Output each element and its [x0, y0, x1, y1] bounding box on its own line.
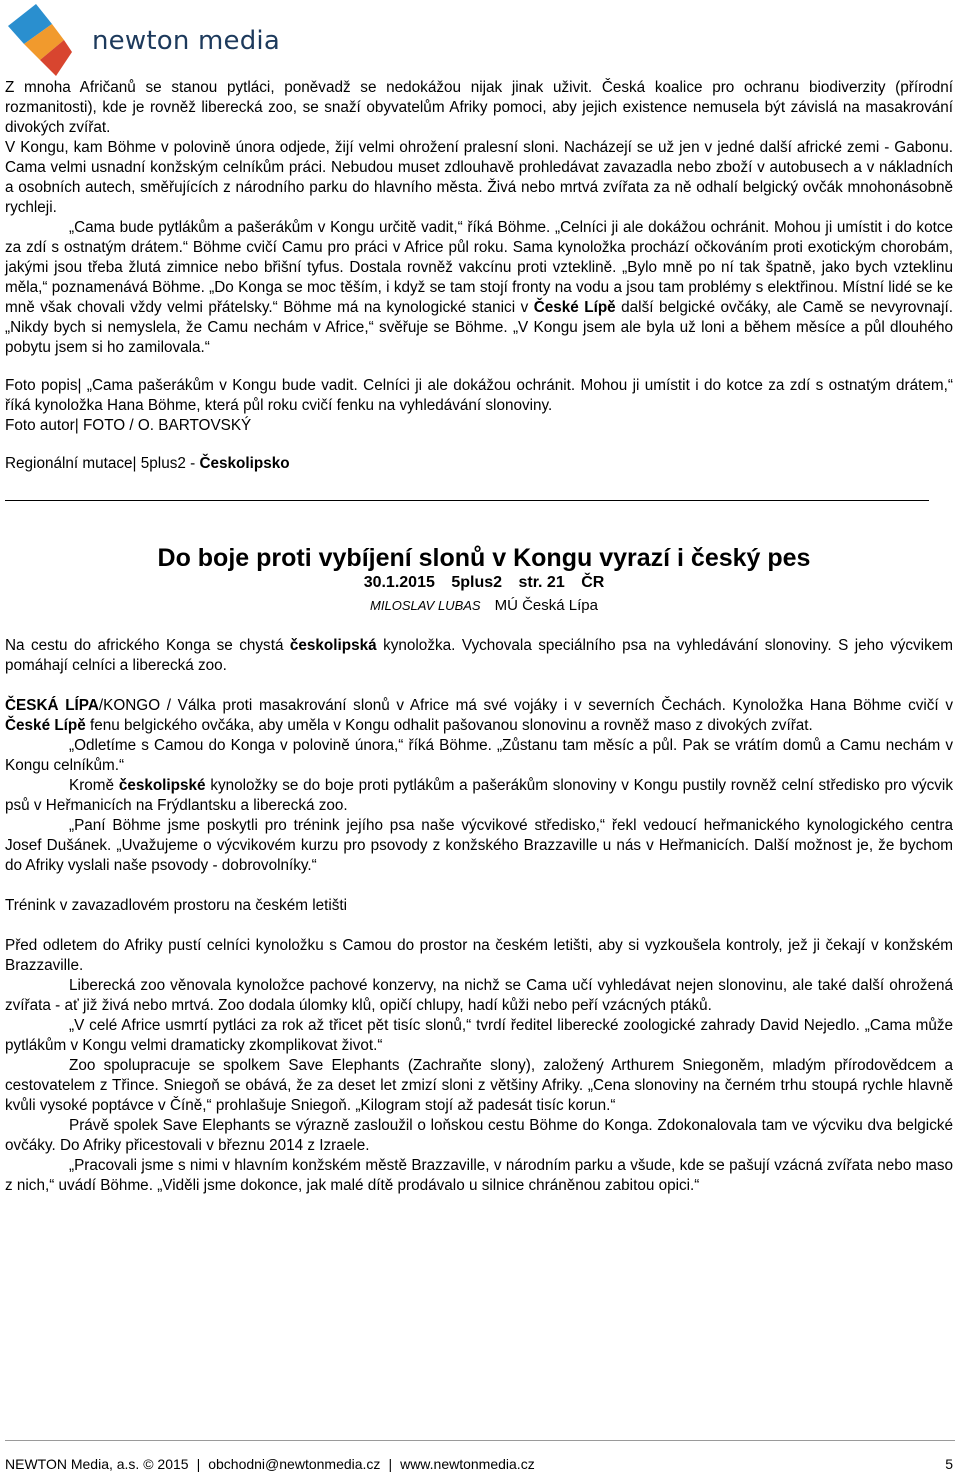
logo-wordmark: newton media: [92, 26, 280, 56]
photo-author: Foto autor| FOTO / O. BARTOVSKÝ: [5, 417, 252, 434]
footer-company: NEWTON Media, a.s. © 2015: [5, 1456, 189, 1472]
intro-paragraph-1: Z mnoha Afričanů se stanou pytláci, poněvadž se nedokážou nijak jinak uživit. Česká koalice pro ochranu biodiverzity (přírodní rozmanitosti), kde je rovněž liberecká zoo, se snaží obyvatelům Afriky pomoci, aby jejich existence nemusela být závislá na masakrování divokých zvířat.: [5, 79, 953, 136]
article-meta: [5, 573, 953, 593]
article-paragraph-3: Kromě českolipské kynoložky se do boje proti pytlákům a pašerákům slonoviny v Kongu pustily rovněž celní středisko pro výcvik psů v Heřmanicích na Frýdlantsku a liberecká zoo.: [5, 777, 953, 814]
page-number: 5: [945, 1456, 953, 1472]
article-paragraph-2: „Odletíme s Camou do Konga v polovině února,“ říká Böhme. „Zůstanu tam měsíc a půl. Pak se vrátím domů a Camu nechám v Kongu celníkům.“: [5, 737, 953, 774]
intro-paragraph-2: V Kongu, kam Böhme v polovině února odjede, žijí velmi ohrožení pralesní sloni. Nacházejí se už jen v jedné další africké zemi - Gabonu. Cama velmi usnadní konžským celníkům práci. Nebudou muset zdlouhavě prohledávat zavazadla nebo zboží v autobusech a v nákladních a osobních autech, směřujících z národního parku do hlavního města. Živá nebo mrtvá zvířata za ně odhalí belgický ovčák mnohonásobně rychleji.: [5, 139, 953, 216]
logo-mark-icon: [6, 4, 86, 78]
article-paragraph-5: Před odletem do Afriky pustí celníci kynoložku s Camou do prostor na českém letišti, aby si vyzkoušela kontroly, jež ji čekají v konžském Brazzaville.: [5, 937, 953, 974]
article-country: ČR: [581, 574, 605, 591]
article-subheading: Trénink v zavazadlovém prostoru na českém letišti: [5, 897, 348, 914]
article-paragraph-9: Právě spolek Save Elephants se výrazně zasloužil o loňskou cestu Böhme do Konga. Zdokonalovala tam ve výcviku dva belgické ovčáky. Do Afriky přicestovali v březnu 2014 z Izraele.: [5, 1117, 953, 1154]
article-author: MILOSLAV LUBAS: [370, 598, 481, 613]
intro-paragraph-3: „Cama bude pytlákům a pašerákům v Kongu určitě vadit,“ říká Böhme. „Celníci ji ale dokážou ochránit. Mohou ji umístit i do kotce za zdí s ostnatým drátem.“ Böhme cvičí Camu pro práci v Africe půl roku. Sama kynoložka prochází očkováním proti exotickým chorobám, jakými jsou třeba žlutá zimnice nebo břišní tyfus. Dostala rovněž vakcínu proti vzteklině. „Bylo mně po ní tak špatně, jako bych vzteklinu měla,“ poznamenává Böhme. „Do Konga se moc těším, i když se tam stojí fronty na vodu a jsou tam problémy s elektřinou. Místní lidé se ke mně však chovali vždy velmi přátelsky.“ Böhme má na kynologické stanici v České Lípě další belgické ovčáky, ale Camě se nevyrovnají. „Nikdy bych si nemyslela, že Camu nechám v Africe,“ svěřuje se Böhme. „V Kongu jsem ale byla už loni a během měsíce a půl dlouhého pobytu jsem si ho zamilovala.“: [5, 219, 953, 356]
page-footer: NEWTON Media, a.s. © 2015 | obchodni@newtonmedia.cz | www.newtonmedia.cz 5: [5, 1456, 953, 1472]
article-separator: [5, 500, 929, 501]
article-desk: MÚ Česká Lípa: [494, 597, 598, 614]
article-source: 5plus2: [451, 574, 503, 591]
article-lead: Na cestu do afrického Konga se chystá českolipská kynoložka. Vychovala speciálního psa na vyhledávání slonoviny. S jeho výcvikem pomáhají celníci a liberecká zoo.: [5, 637, 953, 674]
article-paragraph-7: „V celé Africe usmrtí pytláci za rok až třicet pět tisíc slonů,“ tvrdí ředitel liberecké zoologické zahrady David Nejedlo. „Cama může pytlákům v Kongu velmi dramaticky zkomplikovat život.“: [5, 1017, 953, 1054]
newton-media-logo: [6, 4, 280, 78]
footer-website[interactable]: www.newtonmedia.cz: [400, 1456, 535, 1472]
footer-divider: [5, 1440, 955, 1441]
article-page: str. 21: [518, 574, 565, 591]
article-paragraph-4: „Paní Böhme jsme poskytli pro trénink jejího psa naše výcvikové středisko,“ řekl vedoucí heřmanického kynologického centra Josef Dušánek. „Uvažujeme o výcvikovém kurzu pro psovody z konžského Brazzaville u nás v Heřmanicích. Další možnost je, že bychom do Afriky vyslali naše psovody - dobrovolníky.“: [5, 817, 953, 874]
article-paragraph-8: Zoo spolupracuje se spolkem Save Elephants (Zachraňte slony), založený Arthurem Sniegoněm, mladým přírodovědcem a cestovatelem z Třince. Sniegoň se obává, že za deset let zmizí sloni z většiny Afriky. „Cena slonoviny na černém trhu stoupá rychle hlavně kvůli vysoké poptávce v Číně,“ prohlašuje Sniegoň. „Kilogram stojí až padesát tisíc korun.“: [5, 1057, 953, 1114]
footer-email[interactable]: obchodni@newtonmedia.cz: [208, 1456, 381, 1472]
article-byline: [5, 596, 953, 616]
article-date: 30.1.2015: [363, 574, 435, 591]
article-title: Do boje proti vybíjení slonů v Kongu vyrazí i český pes: [157, 544, 811, 572]
article-paragraph-10: „Pracovali jsme s nimi v hlavním konžském městě Brazzaville, v národním parku a všude, kde se pašují vzácná zvířata nebo maso z nich,“ uvádí Böhme. „Viděli jsme dokonce, jak malé dítě prodávalo u silnice chráněnou zabitou opici.“: [5, 1157, 953, 1194]
article-paragraph-1: ČESKÁ LÍPA/KONGO / Válka proti masakrování slonů v Africe má své vojáky i v severních Čechách. Kynoložka Hana Böhme cvičí v České Lípě fenu belgického ovčáka, aby uměla v Kongu odhalit pašovanou slonovinu a rovněž maso z divokých zvířat.: [5, 697, 953, 734]
photo-caption: Foto popis| „Cama pašerákům v Kongu bude vadit. Celníci ji ale dokážou ochránit. Mohou ji umístit i do kotce za zdí s ostnatým drátem,“ říká kynoložka Hana Böhme, která půl roku cvičí fenku na vyhledávání slonoviny.: [5, 377, 953, 414]
article-content: [5, 78, 953, 1196]
article-paragraph-6: Liberecká zoo věnovala kynoložce pachové konzervy, na nichž se Cama učí vyhledávat nejen slonovinu, ale také další ohrožená zvířata - ať již živá nebo mrtvá. Zoo dodala úlomky klů, opičí chlupy, hadí kůži nebo peří vzácných ptáků.: [5, 977, 953, 1014]
regional-mutation: Regionální mutace| 5plus2 - Českolipsko: [5, 455, 290, 472]
